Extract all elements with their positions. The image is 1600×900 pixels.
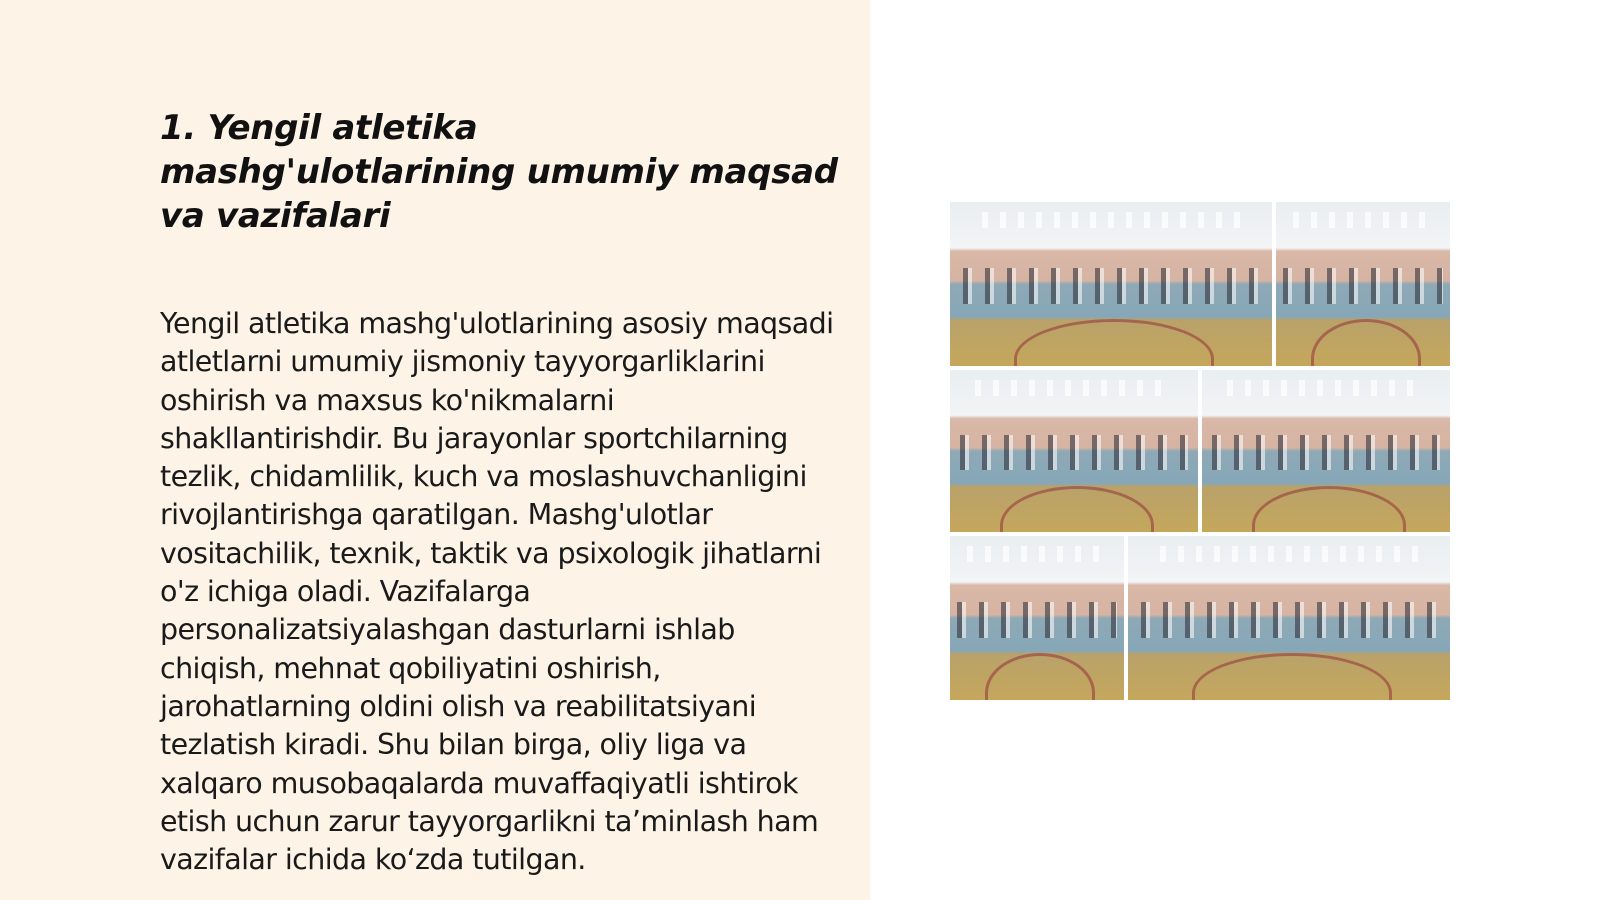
gym-photo: [950, 536, 1124, 700]
photo-collage: [950, 202, 1450, 700]
gym-photo: [950, 202, 1272, 366]
gym-photo: [1202, 370, 1450, 532]
gym-photo: [1276, 202, 1450, 366]
slide-body-text: Yengil atletika mashg'ulotlarining asosiy maqsadi atletlarni umumiy jismoniy tayyorgarliklarini oshirish va maxsus ko'nikmalarni shakllantirishdir. Bu jarayonlar sportchilarning tezlik, chidamlilik, kuch va moslashuvchanligini rivojlantirishga qaratilgan. Mashg'ulotlar vositachilik, texnik, taktik va psixologik jihatlarni o'z ichiga oladi. Vazifalarga personalizatsiyalashgan dasturlarni ishlab chiqish, mehnat qobiliyatini oshirish, jarohatlarning oldini olish va reabilitatsiyani tezlatish kiradi. Shu bilan birga, oliy liga va xalqaro musobaqalarda muvaffaqiyatli ishtirok etish uchun zarur tayyorgarlikni taʼminlash ham vazifalar ichida koʻzda tutilgan.: [160, 307, 834, 877]
slide-title: 1. Yengil atletika mashg'ulotlarining umumiy maqsad va vazifalari: [160, 108, 838, 236]
gym-photo: [1128, 536, 1450, 700]
gym-photo: [950, 370, 1198, 532]
